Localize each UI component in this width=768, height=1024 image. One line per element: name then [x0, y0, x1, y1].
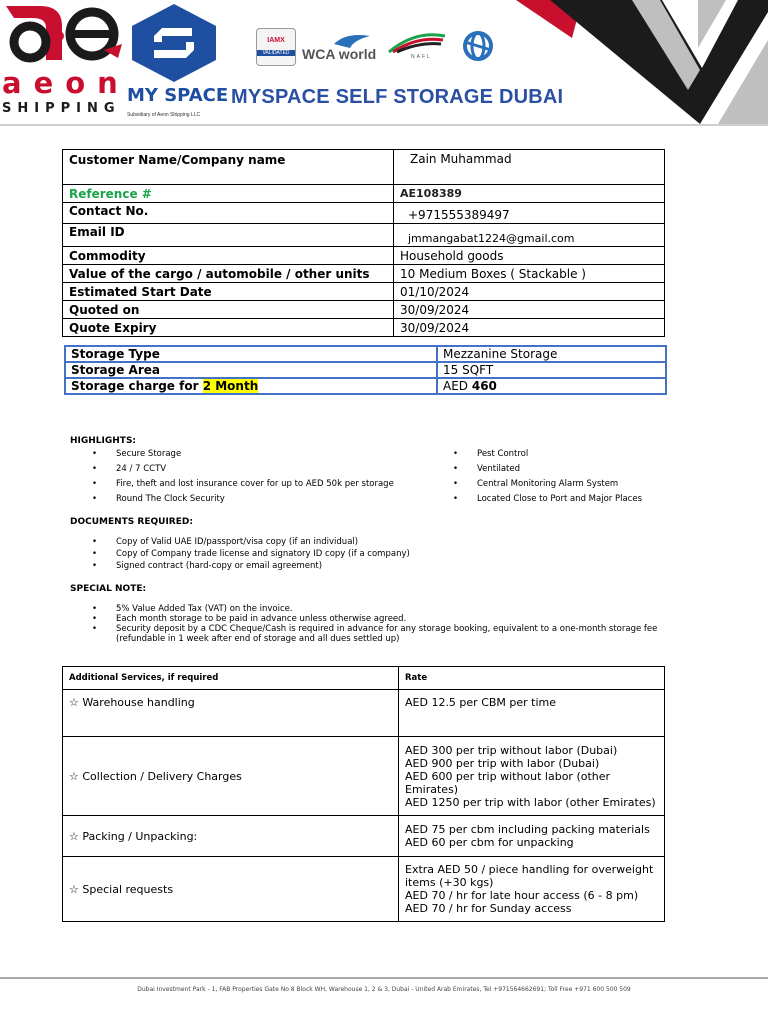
storage-charge-label	[65, 378, 437, 394]
aeon-logo	[0, 0, 130, 120]
list-item: • Round The Clock Security	[92, 494, 225, 504]
quoted-on-label: Quoted on	[63, 301, 394, 319]
note-text: Each month storage to be paid in advance unless otherwise agreed.	[116, 614, 407, 624]
table-row	[63, 224, 665, 247]
rate-line: AED 75 per cbm including packing materials	[405, 823, 650, 836]
list-item: • Signed contract (hard-copy or email agreement)	[92, 561, 323, 571]
highlight-text: Round The Clock Security	[116, 494, 225, 504]
rate-line: AED 70 / hr for late hour access (6 - 8 pm)	[405, 889, 639, 902]
nafl-badge	[385, 30, 447, 64]
rate-line: AED 300 per trip without labor (Dubai)	[405, 743, 618, 757]
table-header-row	[63, 667, 665, 690]
myspace-subsidiary: Subsidiary of Aeon Shipping LLC	[127, 112, 201, 118]
list-item: • Security deposit by a CDC Cheque/Cash is required in advance for any storage booking, equivalent to a one-month storage fee (refundable in 1 week after end of storage and all dues settled up)	[92, 624, 692, 644]
rate-line: AED 70 / hr for Sunday access	[405, 902, 572, 915]
wca-badge	[302, 30, 376, 64]
storage-type-label: Storage Type	[65, 346, 437, 362]
star-icon: ☆	[69, 882, 79, 896]
highlight-text: Located Close to Port and Major Places	[477, 494, 642, 504]
list-item: • Copy of Valid UAE ID/passport/visa copy (if an individual)	[92, 537, 359, 547]
quote-expiry-label: Quote Expiry	[63, 319, 394, 337]
nafl-swoosh-icon	[385, 30, 447, 54]
table-row	[63, 319, 665, 337]
service-rate	[399, 857, 665, 922]
table-row	[65, 346, 666, 362]
storage-area-label: Storage Area	[65, 362, 437, 378]
aeon-subtitle: SHIPPING	[2, 101, 121, 116]
service-rate	[399, 816, 665, 857]
table-row	[63, 283, 665, 301]
list-item: • Ventilated	[453, 464, 520, 474]
contact-label: Contact No.	[63, 203, 394, 224]
table-row	[63, 203, 665, 224]
star-icon: ☆	[69, 696, 79, 709]
rate-line: AED 600 per trip without labor (other Emirates)	[405, 769, 611, 796]
table-row	[63, 265, 665, 283]
highlight-text: 24 / 7 CCTV	[116, 464, 167, 474]
storage-charge-amount: 460	[471, 379, 497, 393]
list-item: • Each month storage to be paid in advance unless otherwise agreed.	[92, 614, 407, 624]
customer-name-value: Zain Muhammad	[394, 150, 665, 185]
rate-line: AED 900 per trip with labor (Dubai)	[405, 756, 600, 770]
myspace-wordmark: MY SPACE	[127, 85, 229, 106]
highlights-right-list	[453, 449, 753, 509]
service-name	[63, 816, 399, 857]
quoted-on-value: 30/09/2024	[394, 301, 665, 319]
table-row	[63, 737, 665, 816]
star-icon: ☆	[69, 829, 79, 843]
rate-line: Extra AED 50 / piece handling for overweight items (+30 kgs)	[405, 863, 654, 889]
cargo-value-value: 10 Medium Boxes ( Stackable )	[394, 265, 665, 283]
quote-expiry-value: 30/09/2024	[394, 319, 665, 337]
reference-value: AE108389	[394, 185, 665, 203]
storage-area-value: 15 SQFT	[437, 362, 666, 378]
footer-address: Dubai Investment Park - 1, FAB Properties Gate No 8 Block WH, Warehouse 1, 2 & 3, Dubai - United Arab Emirates, Tel +971564662691; Toll Free +971 600 500 509	[137, 986, 631, 993]
document-text: Signed contract (hard-copy or email agreement)	[116, 561, 323, 571]
myspace-logo	[126, 0, 229, 122]
star-icon: ☆	[69, 769, 79, 783]
highlight-text: Central Monitoring Alarm System	[477, 479, 619, 489]
highlights-title: HIGHLIGHTS:	[70, 436, 137, 446]
globe-badge	[460, 28, 496, 64]
list-item: • Fire, theft and lost insurance cover for up to AED 50k per storage	[92, 479, 394, 489]
table-row	[63, 301, 665, 319]
special-note-title: SPECIAL NOTE:	[70, 584, 147, 594]
special-note-list	[92, 604, 692, 644]
contact-value: +971555389497	[394, 203, 665, 224]
list-item: • 24 / 7 CCTV	[92, 464, 167, 474]
note-text: Security deposit by a CDC Cheque/Cash is required in advance for any storage booking, equivalent to a one-month storage fee (refundable in 1 week after end of storage and all dues settled up)	[116, 624, 658, 644]
list-item: • Copy of Company trade license and signatory ID copy (if a company)	[92, 549, 410, 559]
list-item: • Central Monitoring Alarm System	[453, 479, 619, 489]
aeon-ae-mark-icon	[0, 0, 126, 70]
rate-header: Rate	[399, 667, 665, 690]
rate-line: AED 1250 per trip with labor (other Emirates)	[405, 795, 656, 809]
reference-label: Reference #	[63, 185, 394, 203]
globe-ring-icon	[460, 28, 496, 64]
storage-duration-highlight: 2 Month	[202, 379, 259, 393]
email-value: jmmangabat1224@gmail.com	[394, 224, 665, 247]
email-label: Email ID	[63, 224, 394, 247]
list-item: • 5% Value Added Tax (VAT) on the invoice.	[92, 604, 293, 614]
customer-details-table	[62, 149, 665, 337]
service-name-text: Packing / Unpacking:	[82, 829, 198, 843]
start-date-label: Estimated Start Date	[63, 283, 394, 301]
storage-charge-label-text: Storage charge for	[71, 379, 199, 393]
page-title: MYSPACE SELF STORAGE DUBAI	[231, 86, 564, 108]
highlight-text: Fire, theft and lost insurance cover for up to AED 50k per storage	[116, 479, 394, 489]
service-name	[63, 857, 399, 922]
table-row	[63, 247, 665, 265]
table-row	[63, 150, 665, 185]
storage-table	[64, 345, 667, 395]
storage-charge-currency: AED	[443, 379, 469, 393]
list-item: • Pest Control	[453, 449, 529, 459]
service-name	[63, 737, 399, 816]
iamx-validated: VALIDATED	[257, 50, 295, 56]
service-name	[63, 690, 399, 737]
highlights-left-list	[92, 449, 432, 509]
table-row	[63, 185, 665, 203]
cargo-value-label: Value of the cargo / automobile / other units	[63, 265, 394, 283]
table-row	[65, 362, 666, 378]
rate-line: AED 60 per cbm for unpacking	[405, 836, 574, 849]
highlight-text: Pest Control	[477, 449, 529, 459]
document-text: Copy of Company trade license and signatory ID copy (if a company)	[116, 549, 410, 559]
additional-services-table	[62, 666, 665, 922]
storage-charge-value	[437, 378, 666, 394]
myspace-s-mark-icon	[128, 2, 220, 84]
commodity-label: Commodity	[63, 247, 394, 265]
customer-name-label: Customer Name/Company name	[63, 150, 394, 185]
highlight-text: Ventilated	[477, 464, 520, 474]
documents-list	[92, 537, 732, 573]
service-name-text: Special requests	[82, 882, 174, 896]
start-date-value: 01/10/2024	[394, 283, 665, 301]
service-header: Additional Services, if required	[63, 667, 399, 690]
header-divider	[0, 124, 768, 126]
iamx-badge	[256, 28, 296, 66]
commodity-value: Household goods	[394, 247, 665, 265]
footer-divider	[0, 977, 768, 979]
service-name-text: Warehouse handling	[82, 696, 195, 709]
storage-type-value: Mezzanine Storage	[437, 346, 666, 362]
rate-line: AED 12.5 per CBM per time	[405, 696, 557, 709]
list-item: • Located Close to Port and Major Places	[453, 494, 642, 504]
service-name-text: Collection / Delivery Charges	[82, 769, 242, 783]
document-text: Copy of Valid UAE ID/passport/visa copy (if an individual)	[116, 537, 359, 547]
wca-label: WCA world	[302, 46, 377, 62]
table-row	[63, 816, 665, 857]
table-row	[65, 378, 666, 394]
nafl-label: NAFL	[411, 54, 432, 60]
aeon-wordmark: aeon	[2, 66, 130, 100]
table-row	[63, 690, 665, 737]
list-item: • Secure Storage	[92, 449, 182, 459]
service-rate	[399, 737, 665, 816]
highlight-text: Secure Storage	[116, 449, 182, 459]
documents-title: DOCUMENTS REQUIRED:	[70, 517, 193, 527]
table-row	[63, 857, 665, 922]
service-rate	[399, 690, 665, 737]
iamx-label: IAMX	[267, 37, 285, 44]
note-text: 5% Value Added Tax (VAT) on the invoice.	[116, 604, 293, 614]
